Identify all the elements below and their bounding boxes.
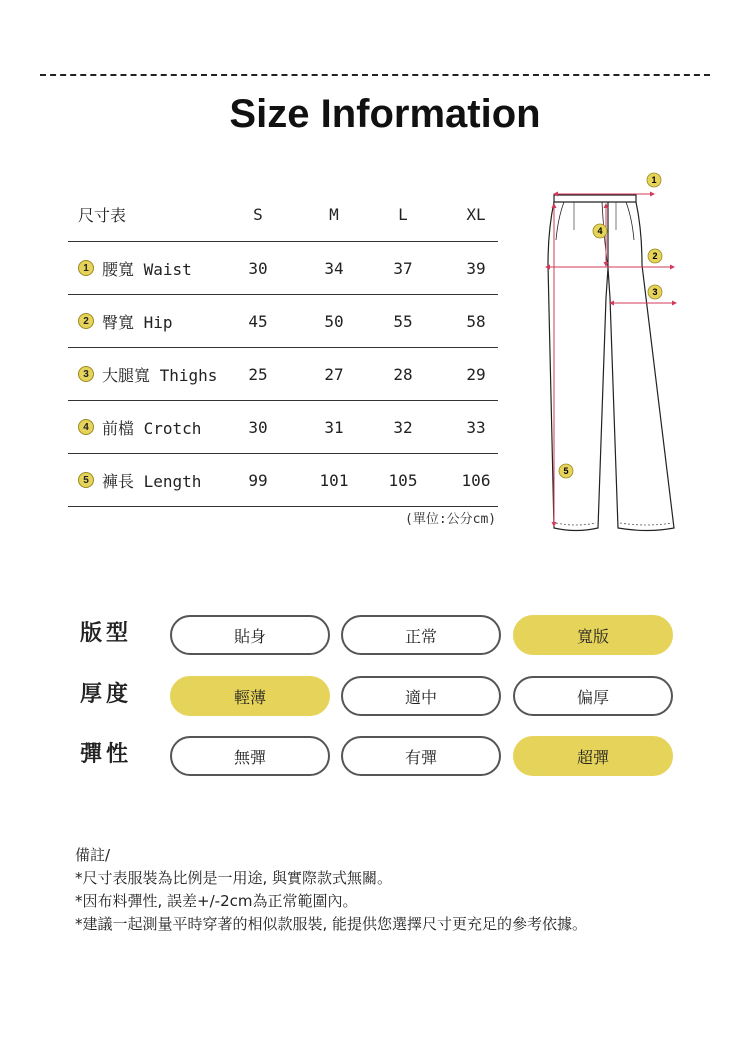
row-label: [78, 242, 192, 294]
size-table: [68, 188, 498, 507]
marker-3: [648, 285, 662, 299]
marker-5: [559, 464, 573, 478]
number-badge: 5: [78, 472, 94, 488]
measurement-name: 大腿寬 Thighs: [102, 365, 218, 385]
table-cell: 29: [466, 364, 486, 384]
marker-2: [648, 249, 662, 263]
table-row: [68, 348, 498, 401]
note-line: *因布料彈性, 誤差+/-2cm為正常範圍內。: [75, 892, 358, 910]
fit-option-regular: 正常: [341, 615, 501, 655]
table-cell: 39: [466, 258, 486, 278]
page-title: Size Information: [229, 92, 541, 136]
table-cell: 45: [248, 311, 268, 331]
table-cell: 30: [248, 258, 268, 278]
table-cell: 37: [393, 258, 413, 278]
measurement-name: 前檔 Crotch: [102, 418, 202, 438]
fit-option-wide: 寬版: [513, 615, 673, 655]
measurement-name: 褲長 Length: [102, 471, 202, 491]
table-cell: 50: [324, 311, 344, 331]
table-cell: 34: [324, 258, 344, 278]
number-badge: 3: [78, 366, 94, 382]
thickness-option-thick: 偏厚: [513, 676, 673, 716]
number-badge: 4: [78, 419, 94, 435]
table-row: [68, 454, 498, 507]
note-line: *建議一起測量平時穿著的相似款服裝, 能提供您選擇尺寸更充足的參考依據。: [75, 915, 588, 933]
fit-option-slim: 貼身: [170, 615, 330, 655]
table-cell: 32: [393, 417, 413, 437]
row-label: [78, 348, 217, 400]
table-cell: 30: [248, 417, 268, 437]
table-cell: 58: [466, 311, 486, 331]
table-row: [68, 242, 498, 295]
column-header-s: S: [253, 205, 263, 224]
table-cell: 55: [393, 311, 413, 331]
row-label: [78, 295, 173, 347]
table-cell: 101: [319, 470, 349, 490]
row-label: [78, 454, 201, 506]
column-header-l: L: [398, 205, 408, 224]
column-header-xl: XL: [466, 205, 486, 224]
elasticity-option-super: 超彈: [513, 736, 673, 776]
fit-label: 版型: [80, 621, 133, 646]
notes-heading: 備註/: [75, 846, 111, 864]
svg-text:1: 1: [651, 175, 657, 185]
pants-diagram: [530, 170, 690, 540]
column-header-m: M: [329, 205, 339, 224]
table-corner-label: 尺寸表: [78, 206, 127, 225]
marker-4: [593, 224, 607, 238]
elasticity-option-stretch: 有彈: [341, 736, 501, 776]
svg-text:5: 5: [563, 466, 569, 476]
svg-text:2: 2: [652, 251, 658, 261]
table-cell: 99: [248, 470, 268, 490]
measurement-name: 腰寬 Waist: [102, 259, 192, 279]
thickness-option-thin: 輕薄: [170, 676, 330, 716]
marker-1: [647, 173, 661, 187]
table-header-row: [68, 188, 498, 242]
unit-note: (單位:公分cm): [405, 512, 497, 527]
table-row: [68, 401, 498, 454]
table-cell: 33: [466, 417, 486, 437]
table-cell: 28: [393, 364, 413, 384]
row-label: [78, 401, 201, 453]
elasticity-label: 彈性: [80, 742, 133, 767]
table-cell: 27: [324, 364, 344, 384]
table-cell: 106: [461, 470, 491, 490]
table-row: [68, 295, 498, 348]
notes-section: [75, 844, 587, 936]
table-cell: 25: [248, 364, 268, 384]
table-cell: 31: [324, 417, 344, 437]
svg-text:3: 3: [652, 287, 658, 297]
pants-outline: [548, 195, 674, 531]
measurement-name: 臀寬 Hip: [102, 312, 173, 332]
thickness-option-medium: 適中: [341, 676, 501, 716]
table-cell: 105: [388, 470, 418, 490]
elasticity-option-none: 無彈: [170, 736, 330, 776]
number-badge: 1: [78, 260, 94, 276]
thickness-label: 厚度: [80, 682, 133, 707]
dashed-divider: [40, 74, 710, 76]
note-line: *尺寸表服裝為比例是一用途, 與實際款式無關。: [75, 869, 393, 887]
svg-text:4: 4: [597, 226, 603, 236]
number-badge: 2: [78, 313, 94, 329]
